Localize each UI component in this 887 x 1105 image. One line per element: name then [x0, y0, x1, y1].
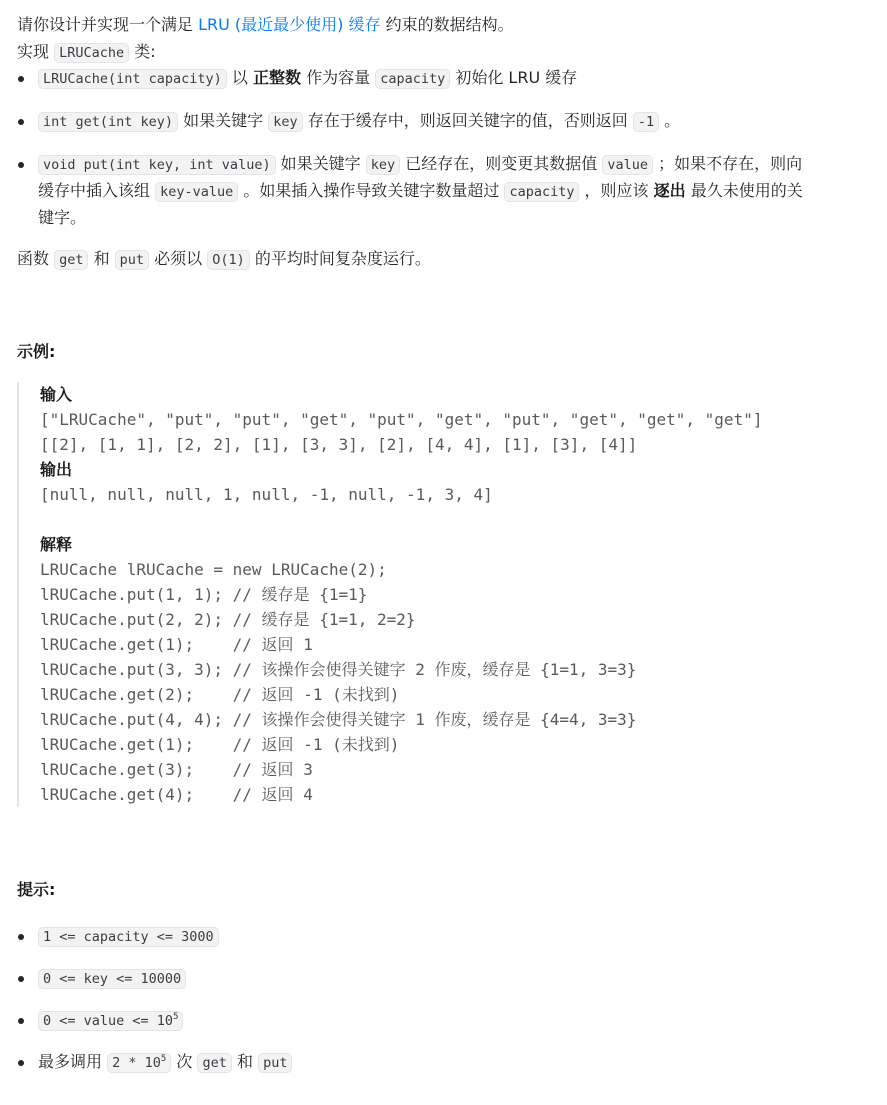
- complexity-line: 函数 get 和 put 必须以 O(1) 的平均时间复杂度运行。: [17, 249, 431, 268]
- output-label: 输出: [40, 460, 73, 479]
- explain-label: 解释: [40, 535, 73, 554]
- method-list: [17, 65, 867, 231]
- intro-paragraph: 请你设计并实现一个满足 LRU (最近最少使用) 缓存 约束的数据结构。: [17, 15, 514, 34]
- example-block: [17, 382, 880, 807]
- hint-item: 最多调用 $2 * 10^5$ 次 get 和 put: [17, 1049, 867, 1076]
- input-line-2: [[2], [1, 1], [2, 2], [1], [3, 3], [2], [4, 4], [1], [3], [4]]: [40, 435, 638, 454]
- explain-line: LRUCache lRUCache = new LRUCache(2);: [40, 560, 387, 579]
- lru-cache-link[interactable]: LRU (最近最少使用) 缓存: [198, 15, 381, 34]
- explain-line: lRUCache.get(1); // 返回 1: [40, 635, 313, 654]
- method-get: int get(int key) 如果关键字 key 存在于缓存中，则返回关键字的值，否则返回 -1 。: [17, 108, 867, 135]
- input-line-1: ["LRUCache", "put", "put", "get", "put", "get", "put", "get", "get", "get"]: [40, 410, 763, 429]
- explain-line: lRUCache.put(1, 1); // 缓存是 {1=1}: [40, 585, 368, 604]
- hint-item: 1 <= capacity <= 3000: [17, 923, 867, 950]
- method-constructor: LRUCache(int capacity) 以 正整数 作为容量 capacity 初始化 LRU 缓存: [17, 65, 867, 92]
- example-heading: 示例:: [17, 342, 56, 361]
- class-name-code: LRUCache: [54, 43, 129, 63]
- explain-line: lRUCache.get(4); // 返回 4: [40, 785, 313, 804]
- output-line: [null, null, null, 1, null, -1, null, -1, 3, 4]: [40, 485, 493, 504]
- explain-line: lRUCache.put(3, 3); // 该操作会使得关键字 2 作废，缓存是 {1=1, 3=3}: [40, 660, 637, 679]
- explain-line: lRUCache.get(1); // 返回 -1 (未找到): [40, 735, 400, 754]
- hints-list: [17, 923, 867, 1076]
- hint-item: 0 <= key <= 10000: [17, 965, 867, 992]
- explain-line: lRUCache.get(2); // 返回 -1 (未找到): [40, 685, 400, 704]
- hints-heading: 提示:: [17, 880, 56, 899]
- explain-line: lRUCache.get(3); // 返回 3: [40, 760, 313, 779]
- method-put: void put(int key, int value) 如果关键字 key 已经存在，则变更其数据值 value ；如果不存在，则向 缓存中插入该组 key-value 。如果插入操作导致关键字数量超过 capacity ，则应该 逐出 最久未使用的关 键字。: [17, 151, 867, 231]
- hint-item: 0 <= value <= $10^5$: [17, 1007, 867, 1034]
- explain-line: lRUCache.put(2, 2); // 缓存是 {1=1, 2=2}: [40, 610, 416, 629]
- input-label: 输入: [40, 385, 73, 404]
- explain-line: lRUCache.put(4, 4); // 该操作会使得关键字 1 作废，缓存是 {4=4, 3=3}: [40, 710, 637, 729]
- blank-row: [40, 507, 880, 532]
- implement-line: 实现 LRUCache 类:: [17, 42, 156, 61]
